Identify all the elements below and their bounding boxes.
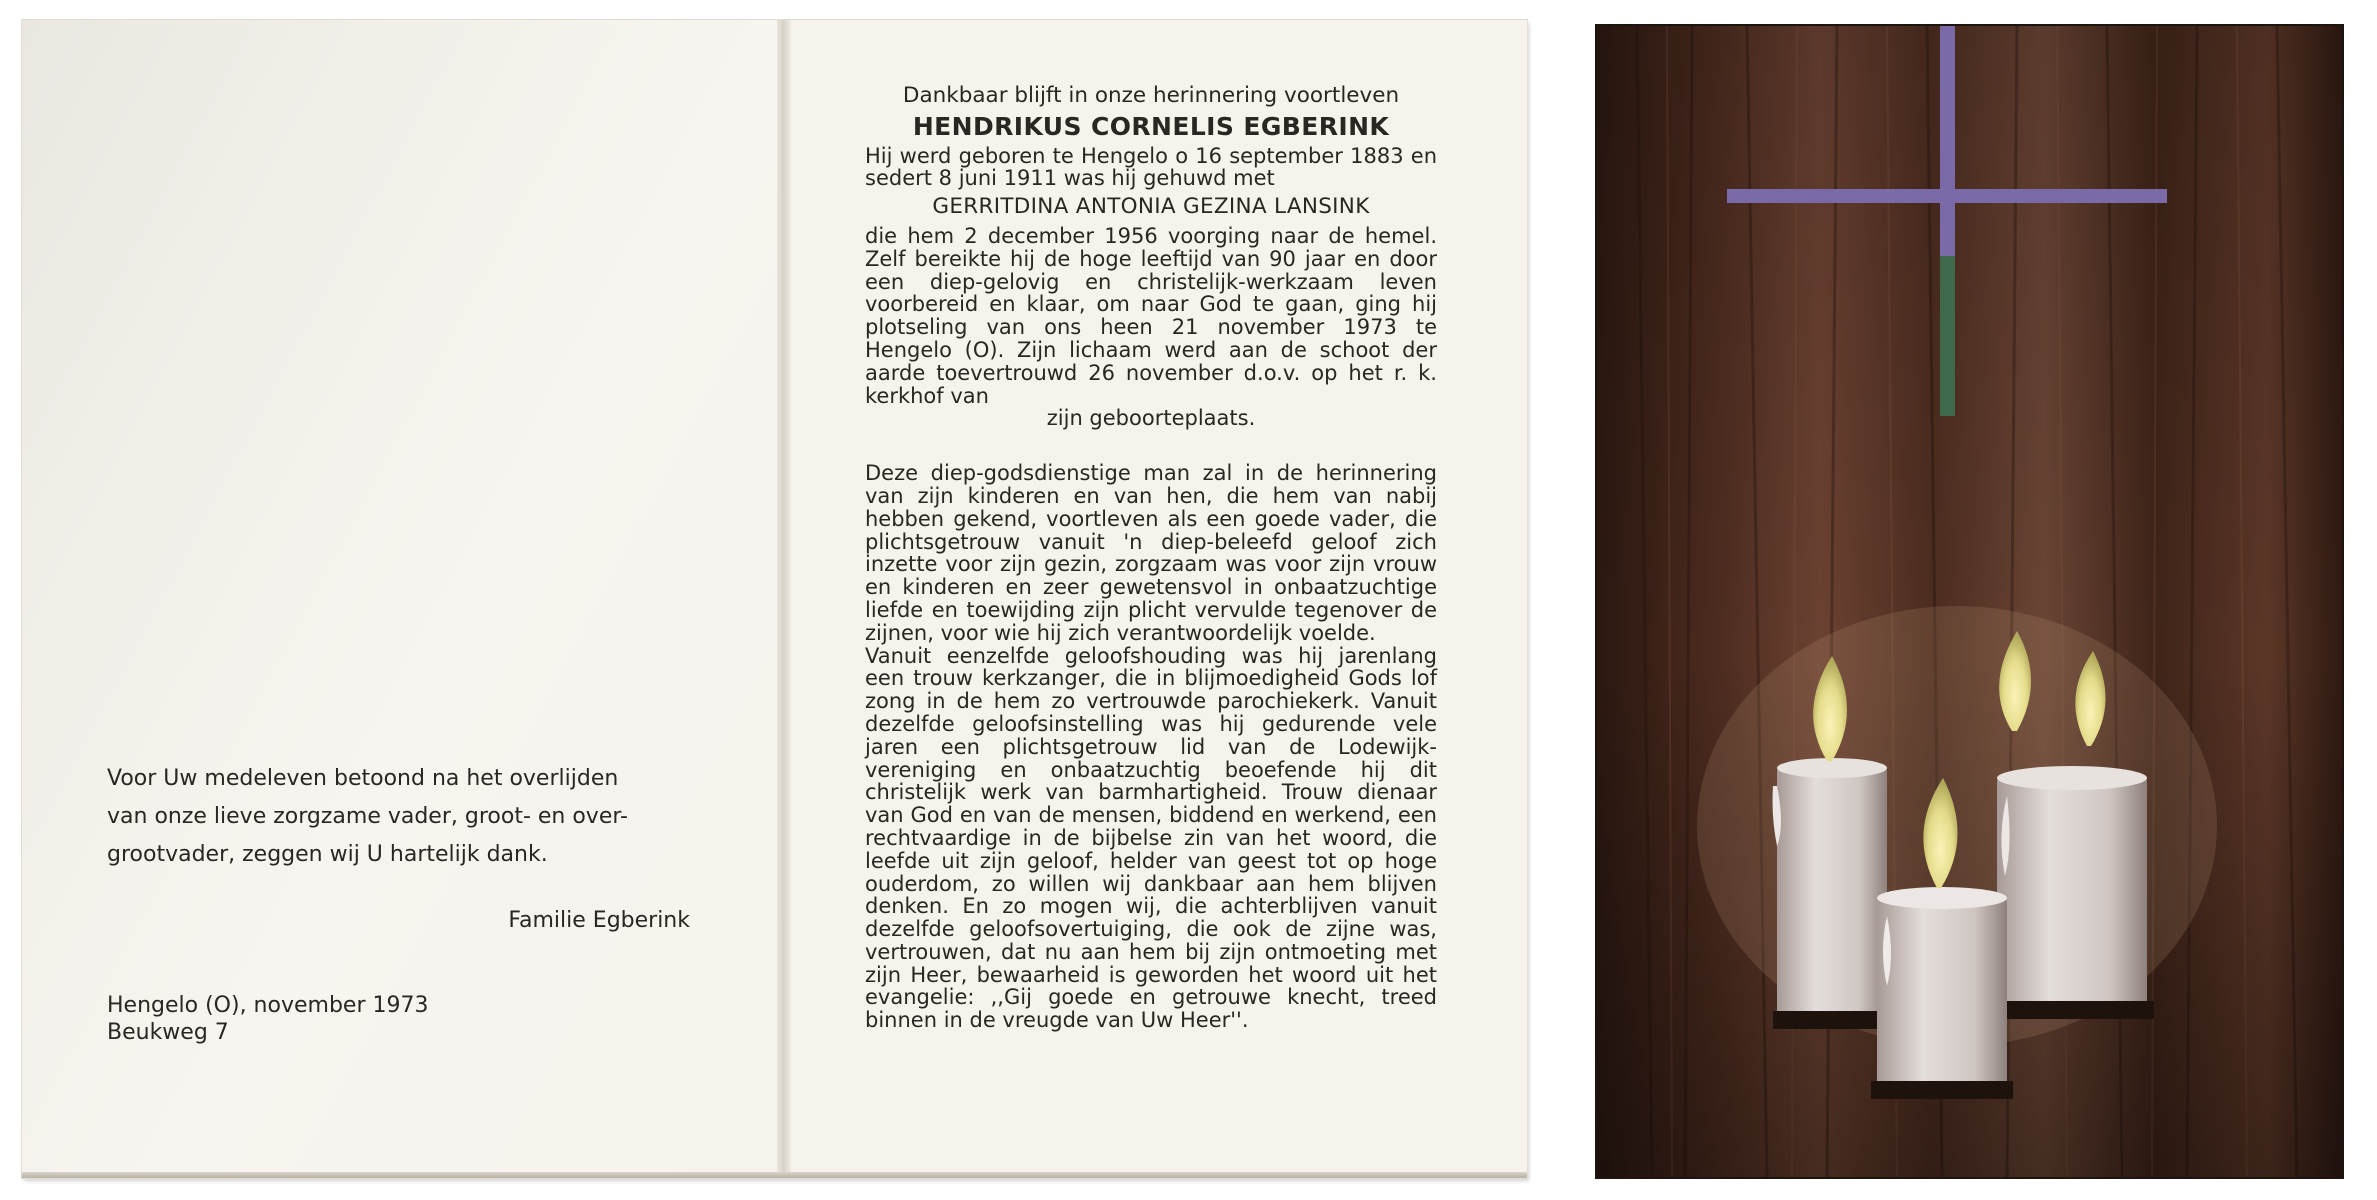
devotional-picture bbox=[1595, 24, 2344, 1179]
biography-last-line: zijn geboorteplaats. bbox=[1046, 406, 1256, 431]
thanks-line: Voor Uw medeleven betoond na het overlijden bbox=[107, 766, 619, 791]
biography-paragraph: die hem 2 december 1956 voorging naar de hemel. Zelf bereikte hij de hoge leeftijd van 90 jaar en door een diep-gelovig en christelijk-werkzaam leven voorbereid en klaar, om naar God te gaan, ging hij plotseling van ons heen 21 november 1973 te Hengelo (O). Zijn lichaam werd aan de schoot der aarde toevertrouwd 26 november d.o.v. op het r. k. kerkhof van bbox=[865, 223, 1437, 408]
thanks-line: van onze lieve zorgzame vader, groot- en over- bbox=[107, 804, 628, 829]
candle-icon bbox=[1992, 766, 2154, 1019]
card-edge bbox=[22, 1172, 1527, 1178]
intro-line: Dankbaar blijft in onze herinnering voortleven bbox=[902, 83, 1400, 108]
candle-icon bbox=[1773, 758, 1894, 1029]
thanks-message bbox=[107, 760, 695, 874]
card-fold bbox=[777, 20, 791, 1178]
spouse-name: GERRITDINA ANTONIA GEZINA LANSINK bbox=[932, 194, 1370, 220]
deceased-name: HENDRIKUS CORNELIS EGBERINK bbox=[912, 111, 1390, 141]
family-signature: Familie Egberink bbox=[508, 908, 690, 933]
candle-icon bbox=[1871, 887, 2013, 1099]
faith-paragraph: Vanuit eenzelfde geloofshouding was hij jarenlang een trouw kerkzanger, die in blijmoedigheid Gods lof zong in de hem zo vertrouwde parochiekerk. Vanuit dezelfde geloofsinstelling was hij gedurende vele jaren een plichtsgetrouw lid van de Lodewijk-vereniging en onbaatzuchtig beoefende hij dit christelijk werk van barmhartigheid. Trouw dienaar van God en van de mensen, biddend en werkend, een rechtvaardige in de bijbelse zin van het woord, die leefde uit zijn geloof, helder van geest tot op hoge ouderdom, zo willen wij dankbaar aan hem blijven denken. En zo mogen wij, die achterblijven vanuit dezelfde geloofsovertuiging, die ook de zijne was, vertrouwen, dat nu aan hem bij zijn ontmoeting met zijn Heer, bewaarheid is geworden het woord uit het evangelie: ,,Gij goede en getrouwe knecht, treed binnen in de vreugde van Uw Heer''. bbox=[865, 643, 1437, 1033]
thanks-line: grootvader, zeggen wij U hartelijk dank. bbox=[107, 842, 548, 867]
place-date: Hengelo (O), november 1973 bbox=[107, 993, 429, 1018]
candles-painting bbox=[1597, 26, 2342, 1177]
birth-paragraph: Hij werd geboren te Hengelo o 16 september 1883 en sedert 8 juni 1911 was hij gehuwd met bbox=[865, 143, 1437, 191]
address: Beukweg 7 bbox=[107, 1020, 229, 1045]
memorial-paragraph: Deze diep-godsdienstige man zal in de herinnering van zijn kinderen en van hen, die hem van nabij hebben gekend, voortleven als een goede vader, die plichtsgetrouw vanuit 'n diep-beleefd geloof zich inzette voor zijn gezin, zorgzaam was voor zijn vrouw en kinderen en zeer gewetensvol in onbaatzuchtige liefde en toewijding zijn plicht vervulde tegenover de zijnen, voor wie hij zich verantwoordelijk voelde. bbox=[865, 461, 1437, 645]
obituary-text bbox=[865, 85, 1437, 1032]
